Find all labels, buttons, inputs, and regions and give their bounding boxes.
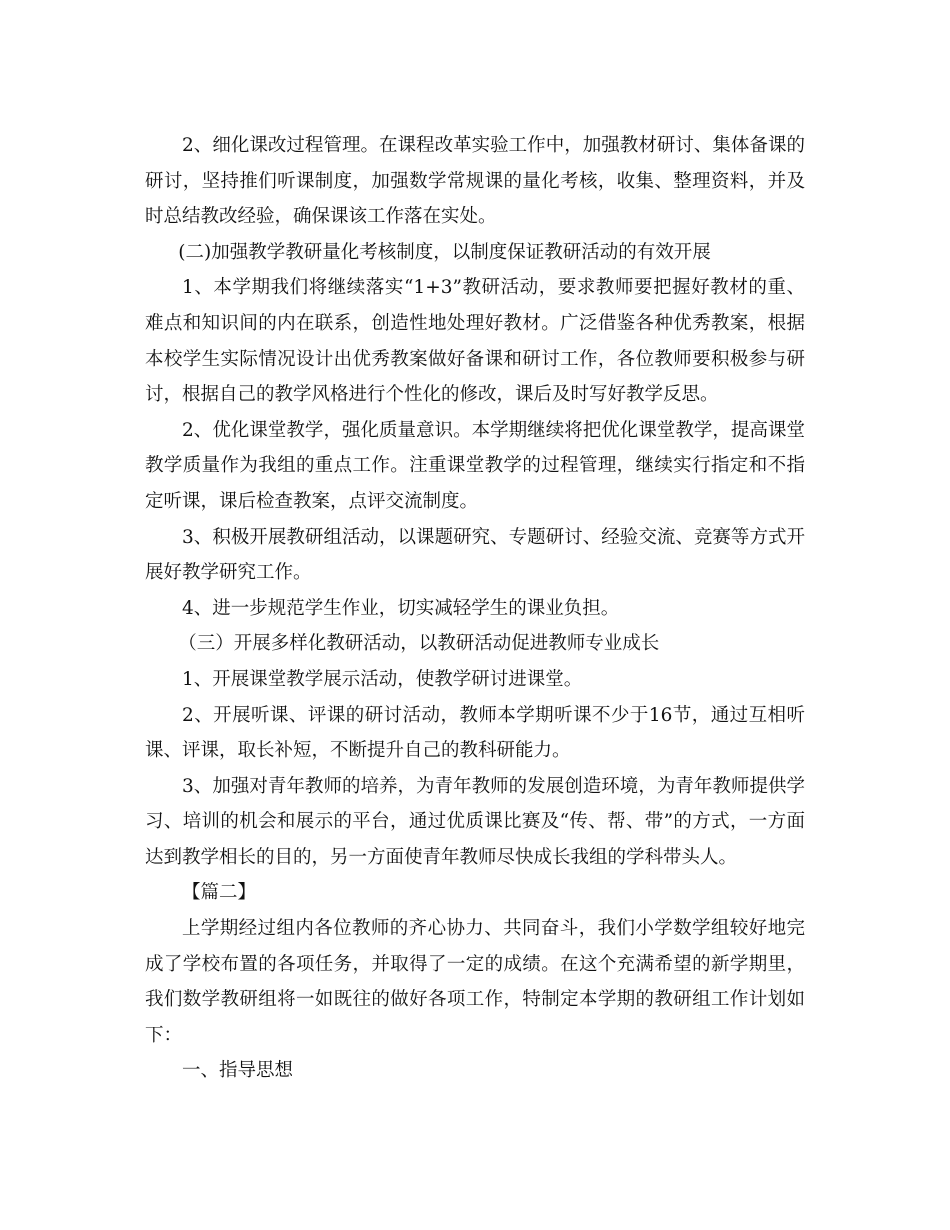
section-heading-3: （三）开展多样化教研活动，以教研活动促进教师专业成长 — [178, 633, 660, 655]
paragraph-optimize-teaching: 2、优化课堂教学，强化质量意识。本学期继续将把优化课堂教学，提高课堂教学质量作为我组的重点工作。注重课堂教学的过程管理，继续实行指定和不指定听课，课后检查教案，点评交流制度。 — [145, 419, 805, 512]
paragraph-lesson-evaluation: 2、开展听课、评课的研讨活动，教师本学期听课不少于16节，通过互相听课、评课，取长补短，不断提升自己的教科研能力。 — [145, 704, 805, 762]
paragraph-1-3-activity: 1、本学期我们将继续落实“1+3”教研活动，要求教师要把握好教材的重、难点和知识间的内在联系，创造性地处理好教材。广泛借鉴各种优秀教案，根据本校学生实际情况设计出优秀教案做好备课和研讨工作，各位教师要积极参与研讨，根据自己的教学风格进行个性化的修改，课后及时写好教学反思。 — [145, 277, 805, 406]
paragraph-homework: 4、进一步规范学生作业，切实减轻学生的课业负担。 — [182, 597, 620, 619]
paragraph-research-activities: 3、积极开展教研组活动，以课题研究、专题研讨、经验交流、竞赛等方式开展好教学研究工作。 — [145, 526, 805, 584]
paragraph-intro: 上学期经过组内各位教师的齐心协力、共同奋斗，我们小学数学组较好地完成了学校布置的各项任务，并取得了一定的成绩。在这个充满希望的新学期里，我们数学教研组将一如既往的做好各项工作，特制定本学期的教研组工作计划如下： — [145, 918, 805, 1046]
paragraph-young-teachers: 3、加强对青年教师的培养，为青年教师的发展创造环境，为青年教师提供学习、培训的机会和展示的平台，通过优质课比赛及“传、帮、带”的方式，一方面达到教学相长的目的，另一方面使青年教师尽快成长我组的学科带头人。 — [145, 775, 805, 868]
section-heading-2: (二)加强教学教研量化考核制度，以制度保证教研活动的有效开展 — [178, 241, 711, 263]
paragraph-course-reform-management: 2、细化课改过程管理。在课程改革实验工作中，加强教材研讨、集体备课的研讨，坚持推们听课制度，加强数学常规课的量化考核，收集、整理资料，并及时总结教改经验，确保课该工作落在实处。 — [145, 135, 805, 228]
section-heading-guiding-thought: 一、指导思想 — [182, 1060, 294, 1082]
part-heading: 【篇二】 — [182, 882, 257, 904]
document-body — [145, 128, 805, 1089]
paragraph-classroom-showcase: 1、开展课堂教学展示活动，使教学研讨进课堂。 — [182, 668, 583, 690]
